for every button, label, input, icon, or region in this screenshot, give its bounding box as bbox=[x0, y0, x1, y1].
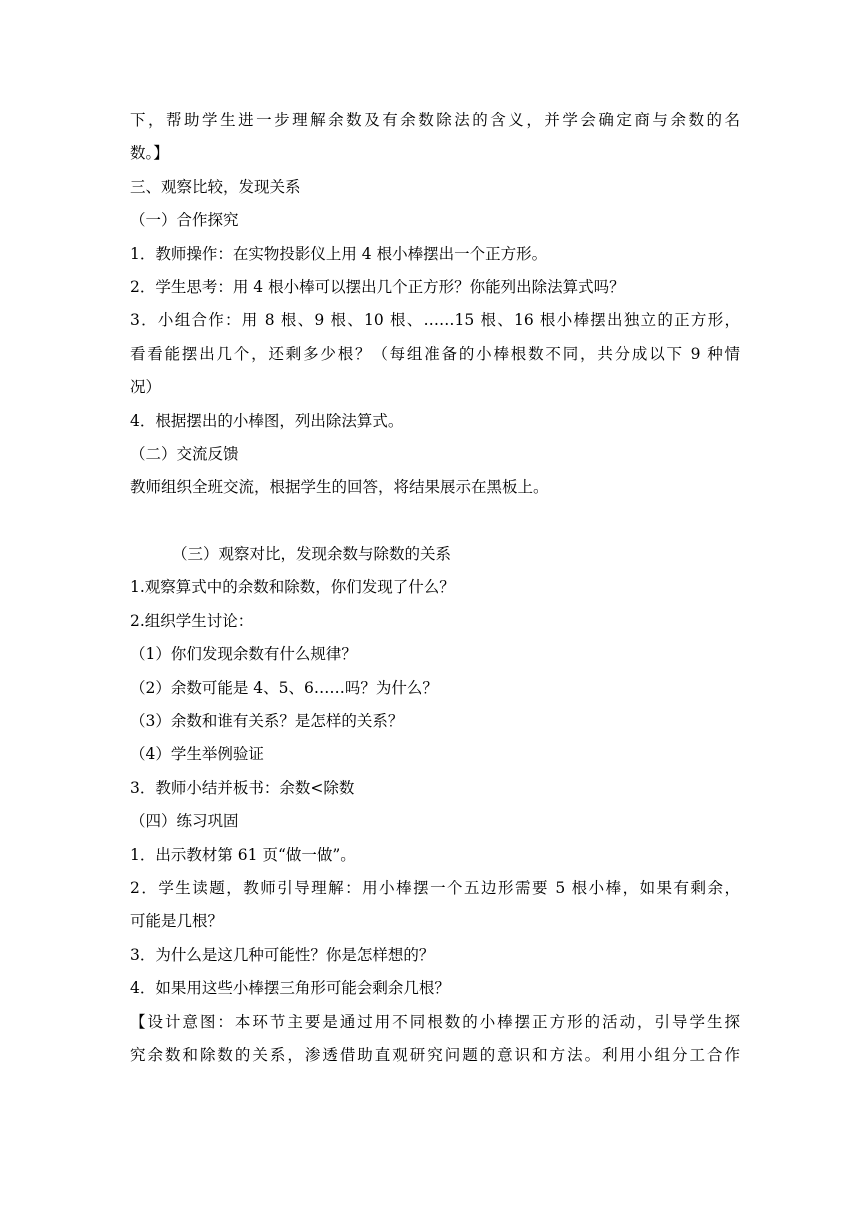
exercise-2-line-2: 可能是几根？ bbox=[130, 912, 224, 931]
subsection-heading-3: （三）观察对比，发现余数与除数的关系 bbox=[172, 545, 452, 564]
blank-line bbox=[130, 505, 740, 538]
step-1: 1．教师操作：在实物投影仪上用 4 根小棒摆出一个正方形。 bbox=[130, 244, 548, 263]
document-body bbox=[130, 104, 740, 1072]
subsection-heading-2: （二）交流反馈 bbox=[130, 444, 239, 463]
step-4: 4．根据摆出的小棒图，列出除法算式。 bbox=[130, 411, 404, 430]
step-3-line-1: 3．小组合作：用 8 根、9 根、10 根、……15 根、16 根小棒摆出独立的正方形， bbox=[130, 311, 740, 330]
text-line-1: 下，帮助学生进一步理解余数及有余数除法的含义，并学会确定商与余数的名 bbox=[130, 111, 740, 129]
step-2: 2．学生思考：用 4 根小棒可以摆出几个正方形？你能列出除法算式吗？ bbox=[130, 277, 625, 296]
exercise-4: 4．如果用这些小棒摆三角形可能会剩余几根？ bbox=[130, 979, 450, 998]
discussion-item-4: （4）学生举例验证 bbox=[130, 745, 264, 764]
section-heading-3: 三、观察比较，发现关系 bbox=[130, 177, 301, 196]
discussion-item-1: （1）你们发现余数有什么规律？ bbox=[130, 645, 357, 664]
question-1: 1.观察算式中的余数和除数，你们发现了什么？ bbox=[130, 578, 455, 597]
paragraph-feedback: 教师组织全班交流，根据学生的回答，将结果展示在黑板上。 bbox=[130, 478, 549, 497]
discussion-item-2: （2）余数可能是 4、5、6……吗？为什么？ bbox=[130, 678, 438, 697]
exercise-3: 3．为什么是这几种可能性？你是怎样想的？ bbox=[130, 945, 435, 964]
exercise-1: 1．出示教材第 61 页“做一做”。 bbox=[130, 845, 356, 864]
teacher-summary: 3．教师小结并板书：余数<除数 bbox=[130, 778, 355, 797]
subsection-heading-1: （一）合作探究 bbox=[130, 211, 239, 230]
text-line-2: 数。】 bbox=[130, 144, 169, 163]
design-intent-line-2: 究余数和除数的关系，渗透借助直观研究问题的意识和方法。利用小组分工合作 bbox=[130, 1045, 740, 1064]
exercise-2-line-1: 2．学生读题，教师引导理解：用小棒摆一个五边形需要 5 根小棒，如果有剩余， bbox=[130, 878, 740, 897]
design-intent-line-1: 【设计意图：本环节主要是通过用不同根数的小棒摆正方形的活动，引导学生探 bbox=[130, 1012, 740, 1031]
question-2: 2.组织学生讨论： bbox=[130, 611, 254, 630]
step-3-line-2: 看看能摆出几个，还剩多少根？（每组准备的小棒根数不同，共分成以下 9 种情 bbox=[130, 344, 740, 363]
step-3-line-3: 况） bbox=[130, 378, 162, 397]
subsection-heading-4: （四）练习巩固 bbox=[130, 812, 239, 831]
discussion-item-3: （3）余数和谁有关系？是怎样的关系？ bbox=[130, 712, 404, 731]
